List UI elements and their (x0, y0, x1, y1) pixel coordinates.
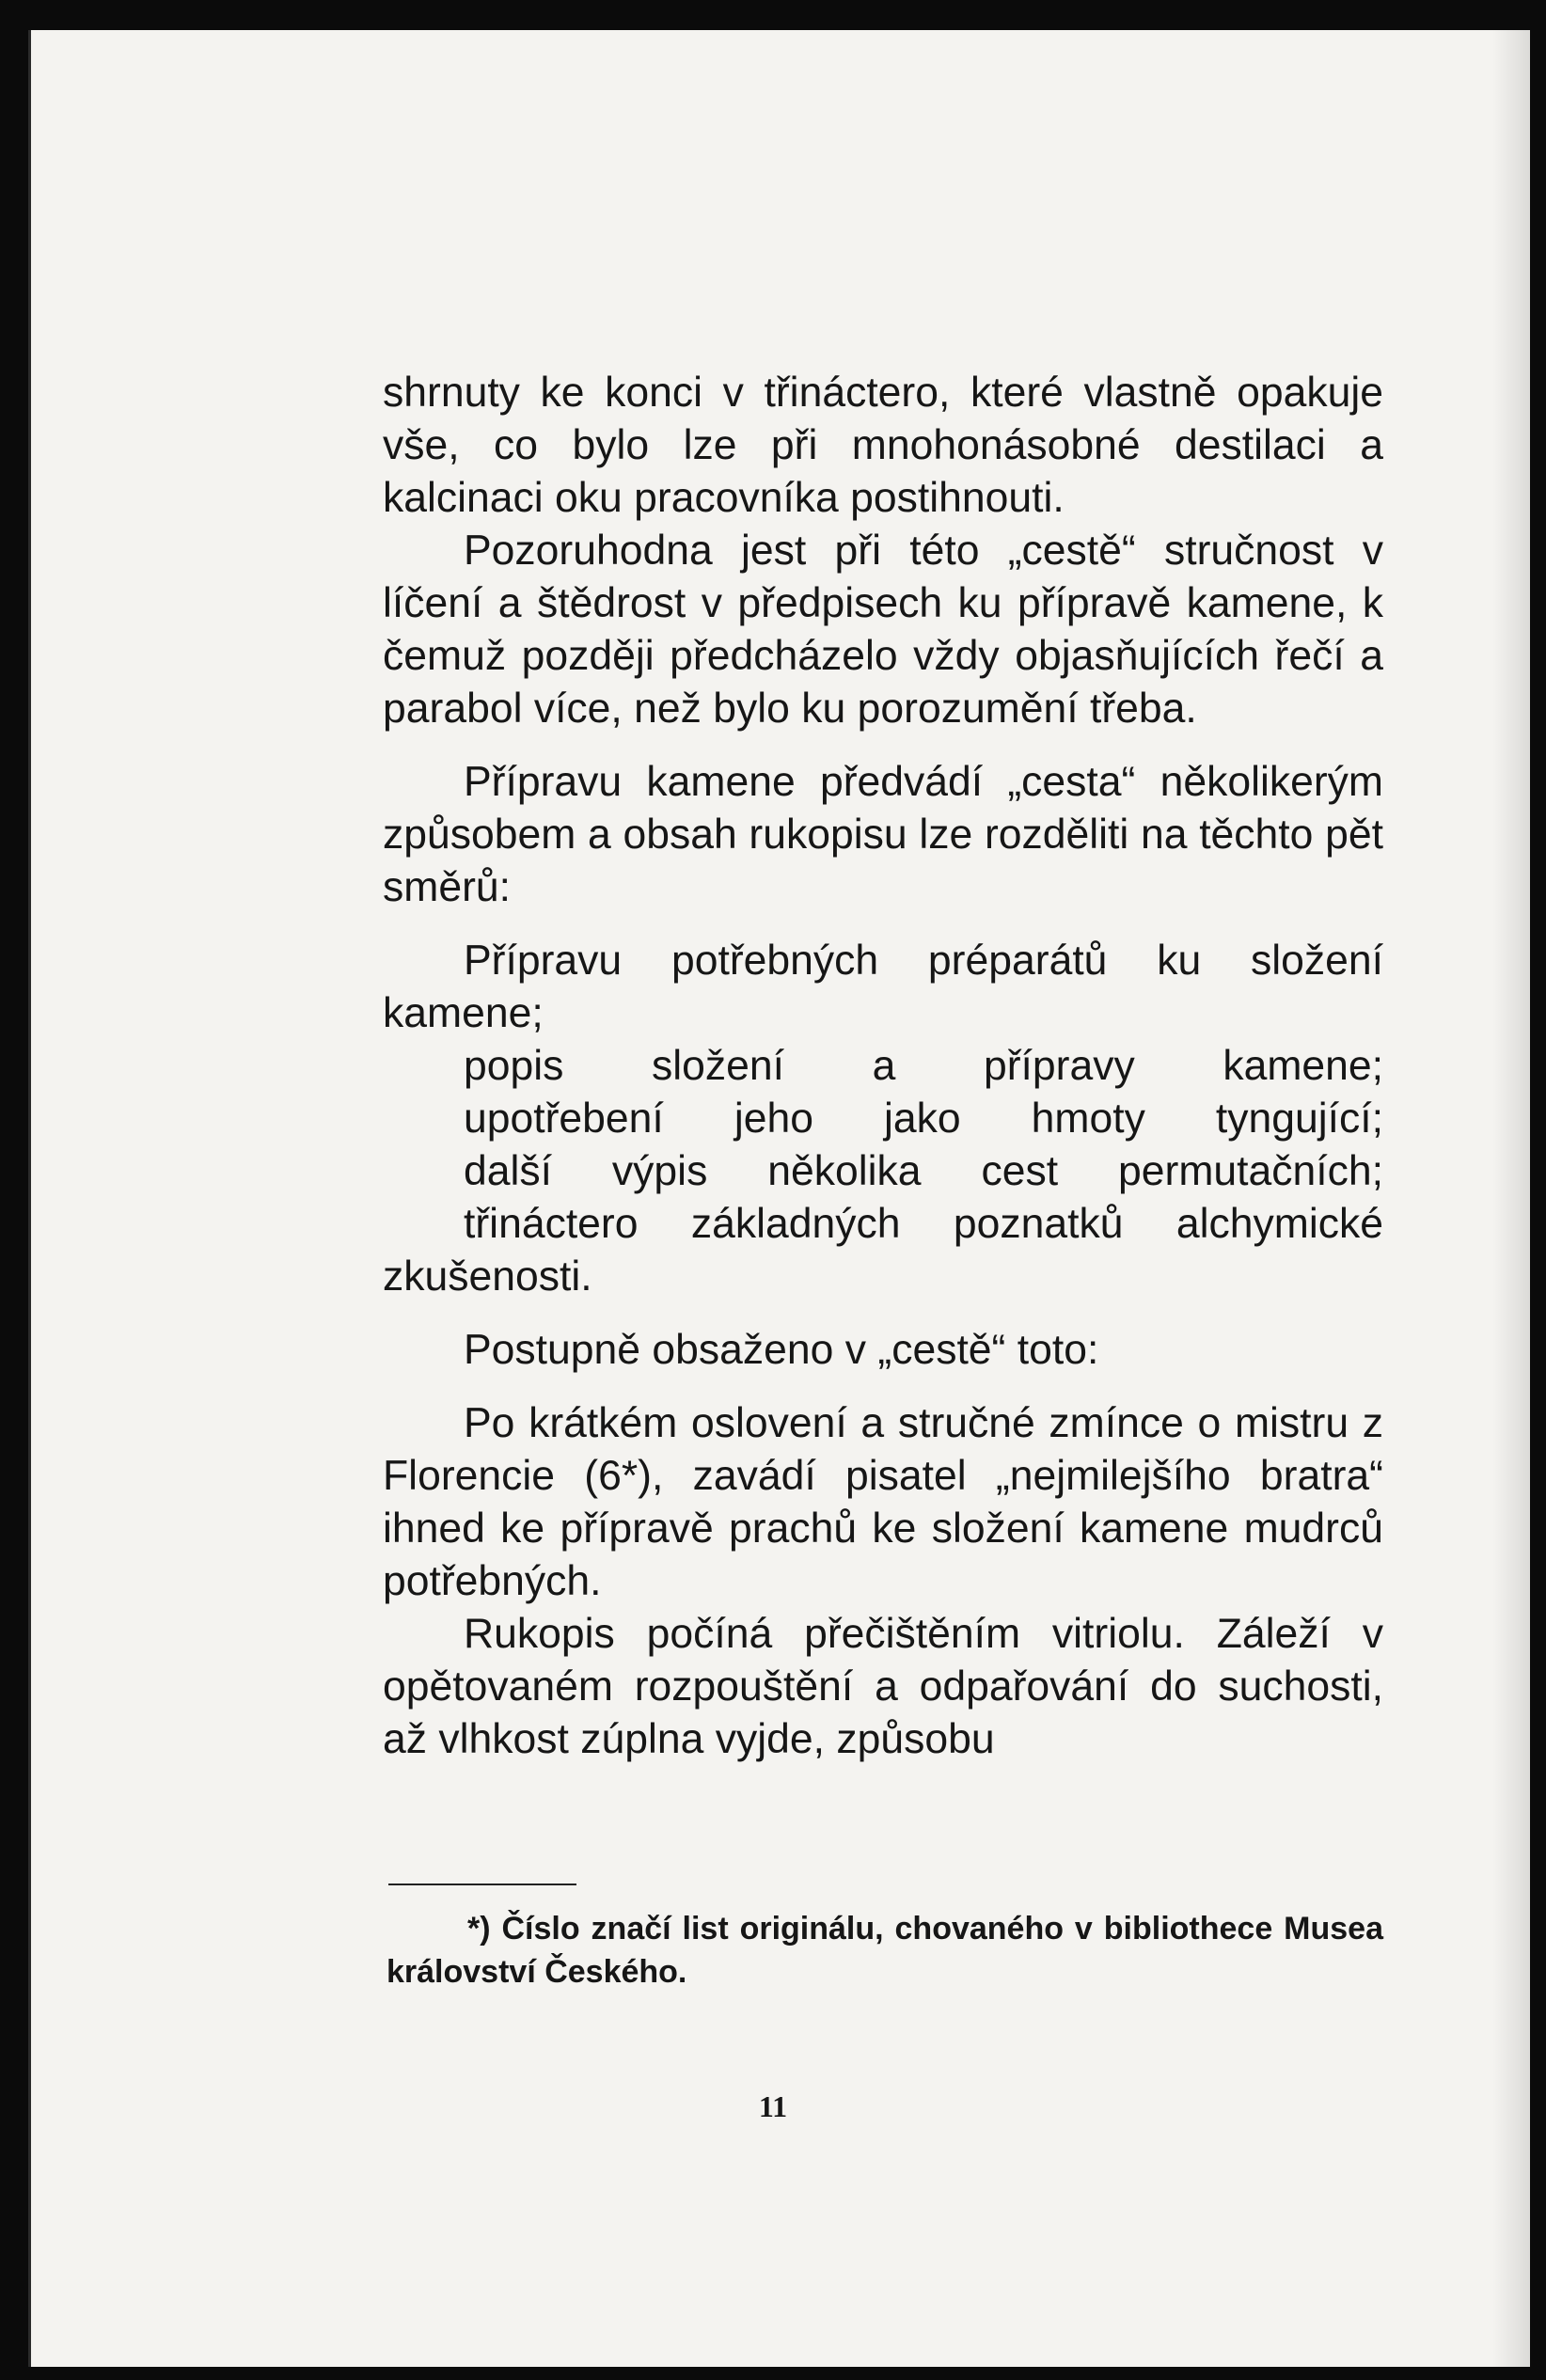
list-item-vypis: další výpis několika cest permutačních; (464, 1148, 1383, 1194)
list-item-upotrebeni: upotřebení jeho jako hmoty tyngující; (464, 1095, 1383, 1142)
paragraph-pozoruhodna: Pozoruhodna jest při této „cestě“ stručnost v líčení a štědrost v předpisech ku přípravě kamene, k čemuž později předcházelo vždy objasňujících řečí a parabol více, než bylo ku porozumění třeba. (383, 528, 1383, 732)
book-page (28, 30, 1530, 2367)
page-number: 11 (758, 2089, 788, 2123)
footnote: *) Číslo značí list originálu, chovaného v bibliothece Musea království Českého. (386, 1911, 1383, 1990)
footnote-rule (388, 1884, 576, 1885)
list-item-trinactero: třináctero základných poznatků alchymické zkušenosti. (383, 1201, 1383, 1300)
paragraph-pripravu-kamene: Přípravu kamene předvádí „cesta“ několikerým způsobem a obsah rukopisu lze rozděliti na těchto pět směrů: (383, 759, 1383, 910)
list-item-preparaty: Přípravu potřebných préparátů ku složení kamene; (383, 938, 1383, 1036)
paragraph-postupne: Postupně obsaženo v „cestě“ toto: (464, 1327, 1099, 1373)
list-item-popis: popis složení a přípravy kamene; (464, 1043, 1383, 1089)
paragraph-rukopis: Rukopis počíná přečištěním vitriolu. Záleží v opětovaném rozpouštění a odpařování do suchosti, až vlhkost zúplna vyjde, způsobu (383, 1611, 1383, 1762)
paragraph-continuation: shrnuty ke konci v třináctero, které vlastně opakuje vše, co bylo lze při mnohonásobné destilaci a kalcinaci oku pracovníka postihnouti. (383, 370, 1383, 521)
body-text (383, 367, 1383, 1766)
paragraph-po-kratkem: Po krátkém oslovení a stručné zmínce o mistru z Florencie (6*), zavádí pisatel „nejmilejšího bratra“ ihned ke přípravě prachů ke složení kamene mudrců potřebných. (383, 1400, 1383, 1604)
